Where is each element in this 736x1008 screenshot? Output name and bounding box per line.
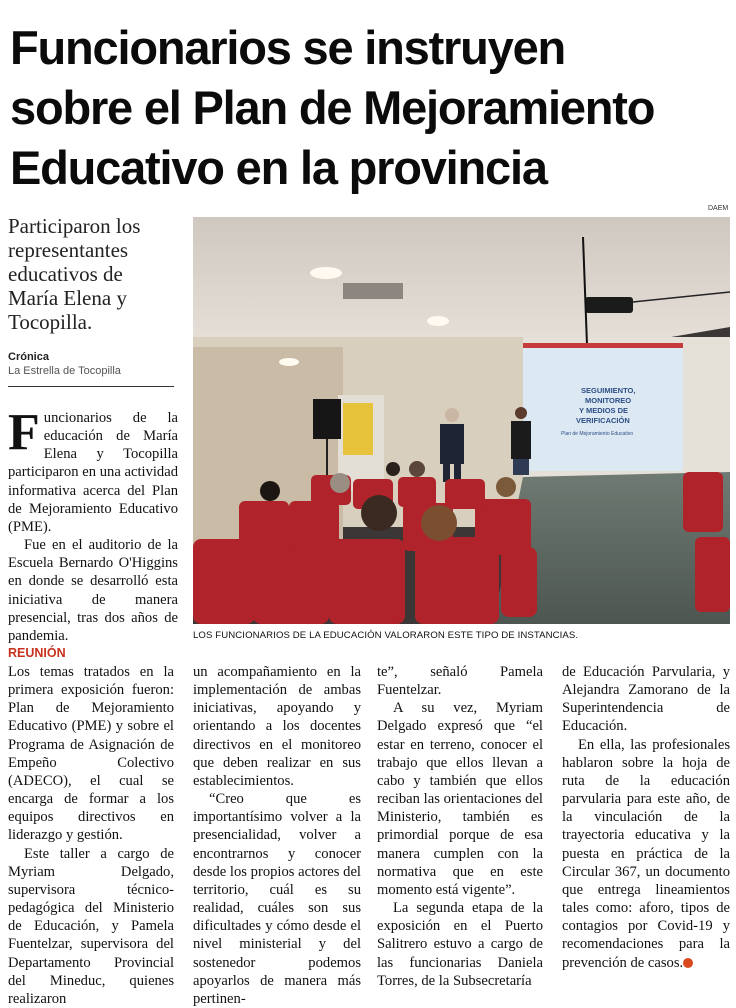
- intro-column: [8, 404, 178, 645]
- speaker: [313, 399, 341, 439]
- intro-paragraph-1-text: uncionarios de la educación de María Elena y Tocopilla participaron en una actividad informativa acerca del Plan de Mejoramiento Educativo (PME).: [8, 410, 178, 535]
- ceiling-light: [427, 316, 449, 326]
- projector: [585, 297, 633, 313]
- col3-paragraph-3: La segunda etapa de la exposición en el Puerto Salitrero estuvo a cargo de las funcionarias Daniela Torres, de la Subsecretaría: [377, 900, 543, 989]
- headline-line-1: Funcionarios se instruyen: [10, 21, 566, 74]
- screen-line-4: VERIFICACIÓN: [576, 416, 630, 425]
- projection-screen: [523, 343, 683, 471]
- byline-source: La Estrella de Tocopilla: [8, 365, 121, 377]
- col4-paragraph-2: [562, 736, 730, 972]
- col3-paragraph-2: A su vez, Myriam Delgado expresó que “el estar en terreno, conocer el trabajo que ellos llevan a cabo y también que ellos reciban las orientaciones del Ministerio, también es primordial porque de esa manera cumplen con la normativa que en este momento está vigente”.: [377, 700, 543, 898]
- screen-line-3: Y MEDIOS DE: [579, 406, 629, 415]
- col2-paragraph-2: “Creo que es importantísimo volver a la presencialidad, volver a encontrarnos y conocer desde los propios actores del territorio, cuál es su realidad, cuáles son sus dificultades y cómo desde el nivel ministerial y del sostenedor podemos apoyarlos de manera más pertinen-: [193, 791, 361, 1007]
- ceiling-light: [310, 267, 342, 279]
- body-column-3: [377, 663, 543, 990]
- intro-paragraph-2: Fue en el auditorio de la Escuela Bernardo O'Higgins en donde se desarrolló esta iniciativa de manera presencial, tras dos años de pandemia.: [8, 537, 178, 644]
- photo-credit: DAEM: [708, 205, 729, 212]
- byline-divider: [8, 386, 174, 387]
- byline-section: Crónica: [8, 351, 49, 363]
- photo-caption: LOS FUNCIONARIOS DE LA EDUCACIÓN VALORARON ESTE TIPO DE INSTANCIAS.: [193, 630, 579, 641]
- ceiling-light: [279, 358, 299, 366]
- article-photo: [193, 217, 730, 624]
- screen-line-2: MONITOREO: [585, 396, 632, 405]
- col3-paragraph-1: te”, señaló Pamela Fuentelzar.: [377, 664, 543, 699]
- screen-line-5: Plan de Mejoramiento Educativo: [561, 431, 633, 437]
- headline-line-3: Educativo en la provincia: [10, 141, 547, 194]
- headline-line-2: sobre el Plan de Mejoramiento: [10, 81, 655, 134]
- col2-paragraph-1: un acompañamiento en la implementación de ambas iniciativas, apoyando y orientando a los docentes directivos en el monitoreo que deben realizar en sus establecimientos.: [193, 664, 361, 789]
- body-column-4: [562, 663, 730, 972]
- col4-paragraph-2-text: En ella, las profesionales hablaron sobre la hoja de ruta de la educación parvularia para este año, de la vinculación de la trayectoria educativa y la puesta en práctica de la Circular 367, un documento que entrega lineamientos tales como: aforo, tipos de contagios por Covid-19 y recomendaciones para la prevención de casos.: [562, 736, 730, 971]
- intro-paragraph-1: [8, 404, 178, 536]
- screen-line-1: SEGUIMIENTO,: [581, 386, 636, 395]
- body-column-2: [193, 663, 361, 1008]
- col4-paragraph-1: de Educación Parvularia, y Alejandra Zamorano de la Superintendencia de Educación.: [562, 664, 730, 735]
- body-column-1: [8, 663, 174, 1008]
- drop-cap: F: [8, 404, 40, 461]
- end-mark-icon: ✪: [683, 958, 693, 968]
- deck-summary: Participaron los representantes educativos de María Elena y Tocopilla.: [8, 214, 141, 334]
- col1-paragraph-2: Este taller a cargo de Myriam Delgado, supervisora técnico-pedagógica del Ministerio de Educación, y Pamela Fuentelzar, supervisora del Departamento Provincial del Mineduc, quienes realizaron: [8, 845, 174, 1007]
- section-subhead: REUNIÓN: [8, 646, 66, 660]
- auditorium-photo-illustration: [193, 217, 730, 624]
- headline: [10, 18, 730, 198]
- col1-paragraph-1: Los temas tratados en la primera exposición fueron: Plan de Mejoramiento Educativo (PME) y sobre el Programa de Asignación de Empeño Colectivo (ADECO), el cual se encarga de formar a los equipos directivos en liderazgo y gestión.: [8, 664, 174, 844]
